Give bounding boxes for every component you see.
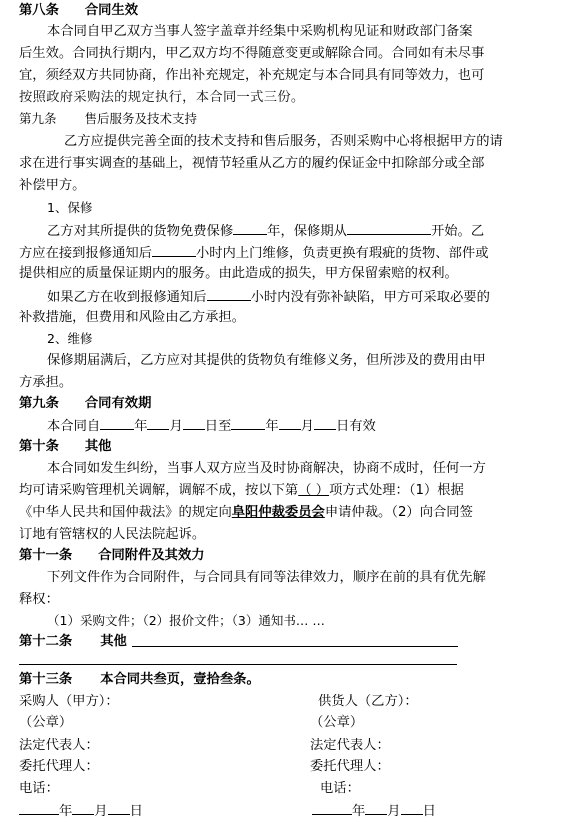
supplier-agent: 委托代理人： — [310, 759, 390, 774]
art9a-line-3: 补偿甲方。 — [19, 178, 86, 193]
art12-title: 其他 — [100, 634, 127, 649]
warranty-line-5: 补救措施，但费用和风险由乙方承担。 — [19, 310, 246, 325]
blank-warranty-start — [347, 219, 431, 235]
art10-line-3: 《中华人民共和国仲裁法》的规定向阜阳仲裁委员会申请仲裁。（2）向合同签 — [19, 505, 473, 520]
warranty-line-1: 乙方对其所提供的货物免费保修 年，保修期从 开始。乙 — [47, 219, 484, 243]
warranty-line-4: 如果乙方在收到报修通知后 小时内没有弥补缺陷，甲方可采取必要的 — [47, 285, 490, 309]
blank-option-number: （ ） — [298, 483, 330, 498]
art13-number: 第十三条 — [19, 672, 73, 687]
art13-heading — [19, 669, 260, 691]
blank-supplier-year — [312, 799, 352, 815]
blank-start-month — [147, 414, 169, 430]
subsection-warranty: 1、保修 — [47, 200, 93, 215]
supplier-date: 年 月 日 — [312, 799, 436, 823]
blank-end-month — [279, 414, 301, 430]
maintenance-line-2: 方承担。 — [19, 375, 73, 390]
blank-response-hours — [152, 241, 196, 257]
art8-line-2: 后生效。合同执行期内，甲乙双方均不得随意变更或解除合同。合同如有未尽事 — [19, 46, 485, 61]
blank-supplier-month — [365, 799, 387, 815]
art9a-number: 第九条 — [19, 111, 57, 126]
art10-heading — [19, 436, 111, 458]
blank-buyer-year — [19, 799, 59, 815]
maintenance-line-1: 保修期届满后，乙方应对其提供的货物负有维修义务，但所涉及的费用由甲 — [47, 353, 486, 368]
buyer-agent: 委托代理人： — [19, 759, 99, 774]
blank-start-year — [100, 414, 134, 430]
art8-heading — [19, 0, 138, 22]
buyer-seal: （公章） — [19, 715, 73, 730]
blank-end-day — [314, 414, 336, 430]
art10-line-2: 均可请采购管理机关调解，调解不成，按以下第（ ）项方式处理：（1）根据 — [19, 483, 464, 498]
warranty-line-2: 方应在接到报修通知后 小时内上门维修，负责更换有瑕疵的货物、部件或 — [19, 241, 489, 265]
buyer-phone: 电话： — [19, 781, 59, 796]
blank-buyer-day — [108, 799, 130, 815]
art12-number: 第十二条 — [19, 634, 73, 649]
blank-end-year — [231, 414, 265, 430]
art9b-number: 第九条 — [19, 396, 59, 411]
arbitration-commission: 阜阳仲裁委员会 — [231, 505, 325, 520]
supplier-label: 供货人（乙方）： — [318, 694, 418, 709]
art8-line-1: 本合同自甲乙双方当事人签字盖章并经集中采购机构见证和财政部门备案 — [47, 24, 473, 39]
art9a-title: 售后服务及技术支持 — [84, 111, 198, 126]
art11-heading — [19, 545, 205, 567]
art11-line-2: 释权： — [19, 592, 59, 607]
art9b-title: 合同有效期 — [84, 396, 152, 411]
subsection-maintenance: 2、维修 — [47, 331, 93, 346]
art12-heading — [19, 631, 127, 653]
art11-number: 第十一条 — [19, 548, 73, 563]
art8-title: 合同生效 — [84, 3, 139, 18]
art12-fill-line-2 — [19, 664, 457, 665]
buyer-legal-rep: 法定代表人： — [19, 738, 99, 753]
art8-number: 第八条 — [19, 3, 59, 18]
art8-line-4: 按照政府采购法的规定执行，本合同一式三份。 — [19, 90, 305, 105]
art10-line-1: 本合同如发生纠纷，当事人双方应当及时协商解决，协商不成时，任何一方 — [47, 461, 486, 476]
buyer-date: 年 月 日 — [19, 799, 143, 823]
blank-supplier-day — [401, 799, 423, 815]
art9a-line-1: 乙方应提供完善全面的技术支持和售后服务，否则采购中心将根据甲方的请 — [64, 134, 503, 149]
art11-title: 合同附件及其效力 — [98, 548, 205, 563]
blank-buyer-month — [72, 799, 94, 815]
supplier-legal-rep: 法定代表人： — [310, 738, 390, 753]
buyer-label: 采购人（甲方）： — [19, 694, 119, 709]
art10-line-4: 订地有管辖权的人民法院起诉。 — [19, 527, 206, 542]
art10-number: 第十条 — [19, 439, 59, 454]
blank-warranty-years — [233, 219, 267, 235]
art11-line-1: 下列文件作为合同附件，与合同具有同等法律效力，顺序在前的具有优先解 — [47, 570, 486, 585]
blank-start-day — [183, 414, 205, 430]
art9b-heading — [19, 393, 151, 415]
art8-line-3: 宜，须经双方共同协商，作出补充规定，补充规定与本合同具有同等效力，也可 — [19, 68, 485, 83]
art9a-line-2: 求在进行事实调查的基础上，视情节轻重从乙方的履约保证金中扣除部分或全部 — [19, 156, 485, 171]
supplier-phone: 电话： — [320, 781, 360, 796]
art13-title: 本合同共叁页，壹拾叁条。 — [100, 672, 260, 687]
blank-repair-hours — [207, 285, 251, 301]
art9a-heading — [19, 108, 197, 130]
art11-attachments: （1）采购文件；（2）报价文件；（3）通知书… … — [47, 613, 325, 628]
art12-fill-line — [132, 646, 458, 647]
validity-line: 本合同自 年 月 日至 年 月 日有效 — [47, 414, 376, 438]
warranty-line-3: 提供相应的质量保证期内的服务。由此造成的损失，甲方保留索赔的权利。 — [19, 266, 458, 281]
art10-title: 其他 — [84, 439, 112, 454]
supplier-seal: （公章） — [310, 715, 364, 730]
